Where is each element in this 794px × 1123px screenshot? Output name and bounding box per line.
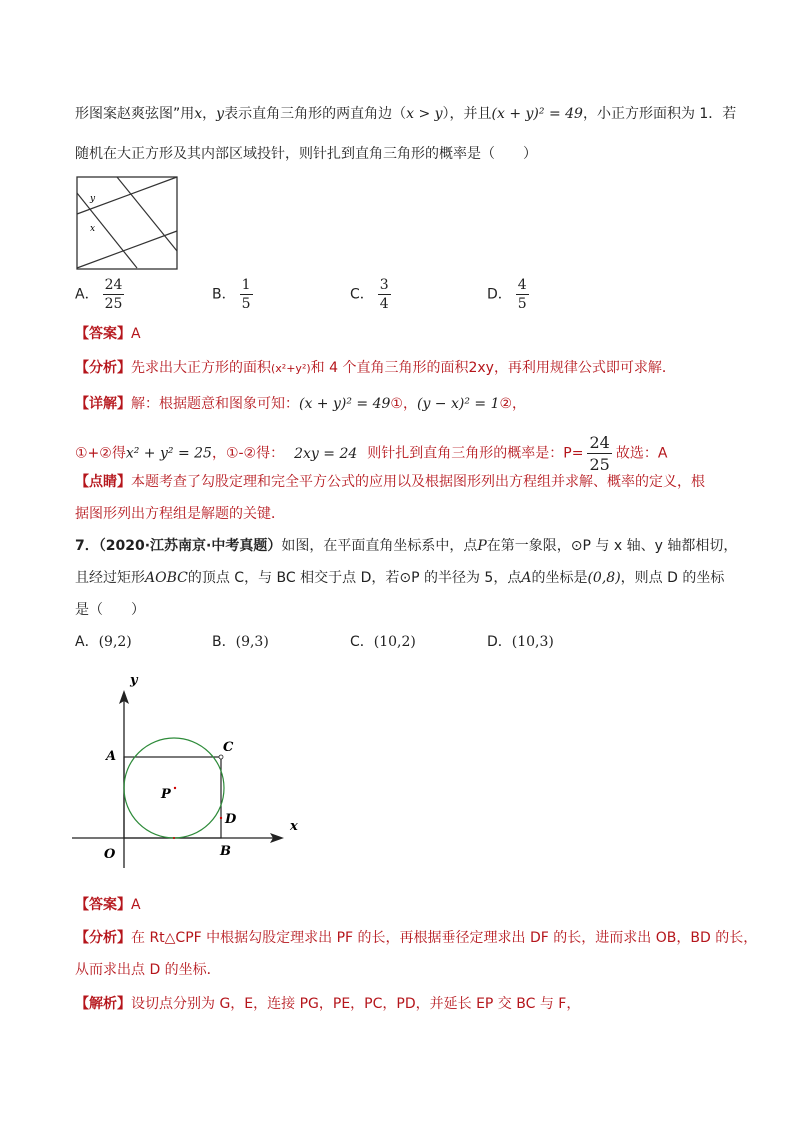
point-c	[219, 755, 223, 759]
equation-sum: x² + y² = 25	[125, 445, 212, 462]
tangent-point	[173, 837, 175, 839]
q7-line-3: 是（ ）	[75, 602, 145, 618]
comma: ，	[202, 106, 217, 122]
equation: (x + y)² = 49	[491, 106, 583, 122]
coordinate-diagram	[70, 670, 310, 870]
denominator: 5	[241, 296, 251, 312]
q7-text: 的顶点 C，与 BC 相交于点 D，若⊙P 的半径为 5，点	[187, 570, 522, 586]
option-label: A．	[75, 286, 99, 303]
label-d: D	[225, 812, 237, 827]
comment-text: 本题考查了勾股定理和完全平方公式的应用以及根据图形列出方程组并求解、概率的定义，根	[131, 474, 705, 490]
analysis-formula: (x²+y²)	[271, 362, 311, 375]
analysis-text: 和 4 个直角三角形的面积	[310, 360, 469, 376]
q6-option-c[interactable]	[350, 276, 395, 313]
numerator: 1	[241, 277, 251, 293]
analysis-text: ，再利用规律公式即可求解．	[493, 360, 676, 376]
q6-derivation	[75, 432, 668, 474]
numerator: 3	[379, 277, 389, 293]
q7-text: 且经过矩形	[75, 570, 145, 586]
q7-analysis-2	[75, 960, 221, 980]
option-fraction	[103, 276, 125, 313]
numerator: 4	[517, 277, 527, 293]
rect-name: AOBC	[145, 570, 188, 586]
zhaoshuang-diagram	[76, 176, 178, 270]
analysis-formula: 2xy	[468, 360, 494, 376]
q7-analysis-1	[75, 928, 757, 948]
denominator: 25	[104, 296, 123, 312]
q6-line-2: 随机在大正方形及其内部区域投针，则针扎到直角三角形的概率是（ ）	[75, 146, 537, 162]
numerator: 24	[589, 433, 610, 452]
q6-line-1	[75, 104, 736, 124]
label-x: x	[290, 819, 298, 834]
option-fraction	[378, 276, 391, 313]
coord-a: (0,8)	[587, 570, 621, 586]
answer-tag: 【答案】	[75, 897, 131, 913]
q7-line-1	[75, 536, 737, 556]
var-x: x	[194, 106, 203, 122]
q6-text: 表示直角三角形的两直角边（	[224, 106, 407, 122]
detail-tag: 【详解】	[75, 396, 131, 412]
option-label: A．	[75, 634, 99, 650]
q6-text: 形图案赵爽弦图”用	[75, 106, 195, 122]
analysis-tag: 【分析】	[75, 930, 131, 946]
solution-tag: 【解析】	[75, 996, 131, 1012]
numerator: 24	[104, 277, 123, 293]
option-label: D．	[487, 634, 512, 650]
label-b: B	[220, 844, 231, 859]
equation-1: (x + y)² = 49	[299, 396, 391, 412]
q6-text: ，小正方形面积为 1．若	[582, 106, 737, 122]
q6-option-a[interactable]	[75, 276, 128, 313]
option-label: C．	[350, 286, 374, 303]
label-c: C	[223, 740, 234, 755]
q7-text: 在第一象限，⊙P 与 x 轴、y 轴都相切，	[486, 538, 738, 554]
label-o: O	[104, 847, 116, 862]
q7-text: 如图，在平面直角坐标系中，点	[281, 538, 478, 554]
q6-option-d[interactable]	[487, 276, 533, 313]
denominator: 4	[379, 296, 389, 312]
option-label: B．	[212, 634, 236, 650]
derivation-text: 则针扎到直角三角形的概率是：P=	[367, 445, 584, 462]
marker-2: ②，	[499, 396, 527, 412]
analysis-tag: 【分析】	[75, 360, 131, 376]
question-number: 7．	[75, 538, 99, 554]
option-label: B．	[212, 286, 236, 303]
option-label: C．	[350, 634, 374, 650]
option-label: D．	[487, 286, 512, 303]
analysis-text: 先求出大正方形的面积	[131, 360, 271, 376]
detail-text: 解：根据题意和图象可知：	[131, 396, 299, 412]
q6-comment-2	[75, 504, 285, 524]
q7-option-c[interactable]	[350, 631, 416, 651]
comment-tag: 【点睛】	[75, 474, 131, 490]
var-a: A	[521, 570, 532, 586]
answer-value: A	[131, 326, 141, 342]
answer-tag: 【答案】	[75, 326, 131, 342]
question-source: （2020·江苏南京·中考真题）	[98, 538, 282, 554]
option-value: (9,3)	[235, 634, 269, 650]
q7-option-d[interactable]	[487, 631, 554, 651]
condition: x > y	[406, 106, 443, 122]
q7-solution	[75, 994, 580, 1014]
analysis-text: 从而求出点 D 的坐标．	[75, 962, 221, 978]
denominator: 5	[517, 296, 527, 312]
denominator: 25	[589, 455, 610, 474]
label-y: y	[130, 673, 138, 688]
diagram-label-y: y	[90, 194, 96, 204]
marker-1: ①，	[390, 396, 417, 412]
option-fraction	[240, 276, 253, 313]
q7-line-2	[75, 568, 724, 588]
analysis-text: 在 Rt△CPF 中根据勾股定理求出 PF 的长，再根据垂径定理求出 DF 的长，进而求出 OB，BD 的长，	[131, 930, 758, 946]
var-y: y	[216, 106, 225, 122]
q6-detail	[75, 394, 526, 414]
var-p: P	[477, 538, 487, 554]
equation-diff: 2xy = 24	[294, 445, 358, 462]
q6-analysis	[75, 358, 676, 379]
comment-text: 据图形列出方程组是解题的关键．	[75, 506, 285, 522]
q6-text: ），并且	[442, 106, 492, 122]
derivation-text: ，①-②得：	[211, 445, 285, 462]
q7-option-b[interactable]	[212, 631, 269, 651]
q7-option-a[interactable]	[75, 631, 132, 651]
q6-answer	[75, 324, 141, 344]
derivation-text: 故选：A	[615, 445, 668, 462]
option-value: (9,2)	[98, 634, 132, 650]
equation-2: (y − x)² = 1	[416, 396, 500, 412]
diagram-label-x: x	[90, 224, 96, 234]
label-a: A	[106, 749, 117, 764]
q6-option-b[interactable]	[212, 276, 257, 313]
option-value: (10,3)	[511, 634, 554, 650]
q6-comment-1	[75, 472, 705, 492]
point-p	[174, 787, 176, 789]
q7-text: 的坐标是	[531, 570, 588, 586]
q7-answer	[75, 895, 141, 915]
derivation-text: ①+②得	[75, 445, 126, 462]
probability-fraction	[587, 432, 611, 475]
answer-value: A	[131, 897, 141, 913]
point-d	[220, 817, 222, 819]
solution-text: 设切点分别为 G，E，连接 PG，PE，PC，PD，并延长 EP 交 BC 与 F，	[131, 996, 581, 1012]
q7-text: ，则点 D 的坐标	[620, 570, 725, 586]
option-fraction	[516, 276, 529, 313]
option-value: (10,2)	[373, 634, 416, 650]
label-p: P	[161, 787, 171, 802]
